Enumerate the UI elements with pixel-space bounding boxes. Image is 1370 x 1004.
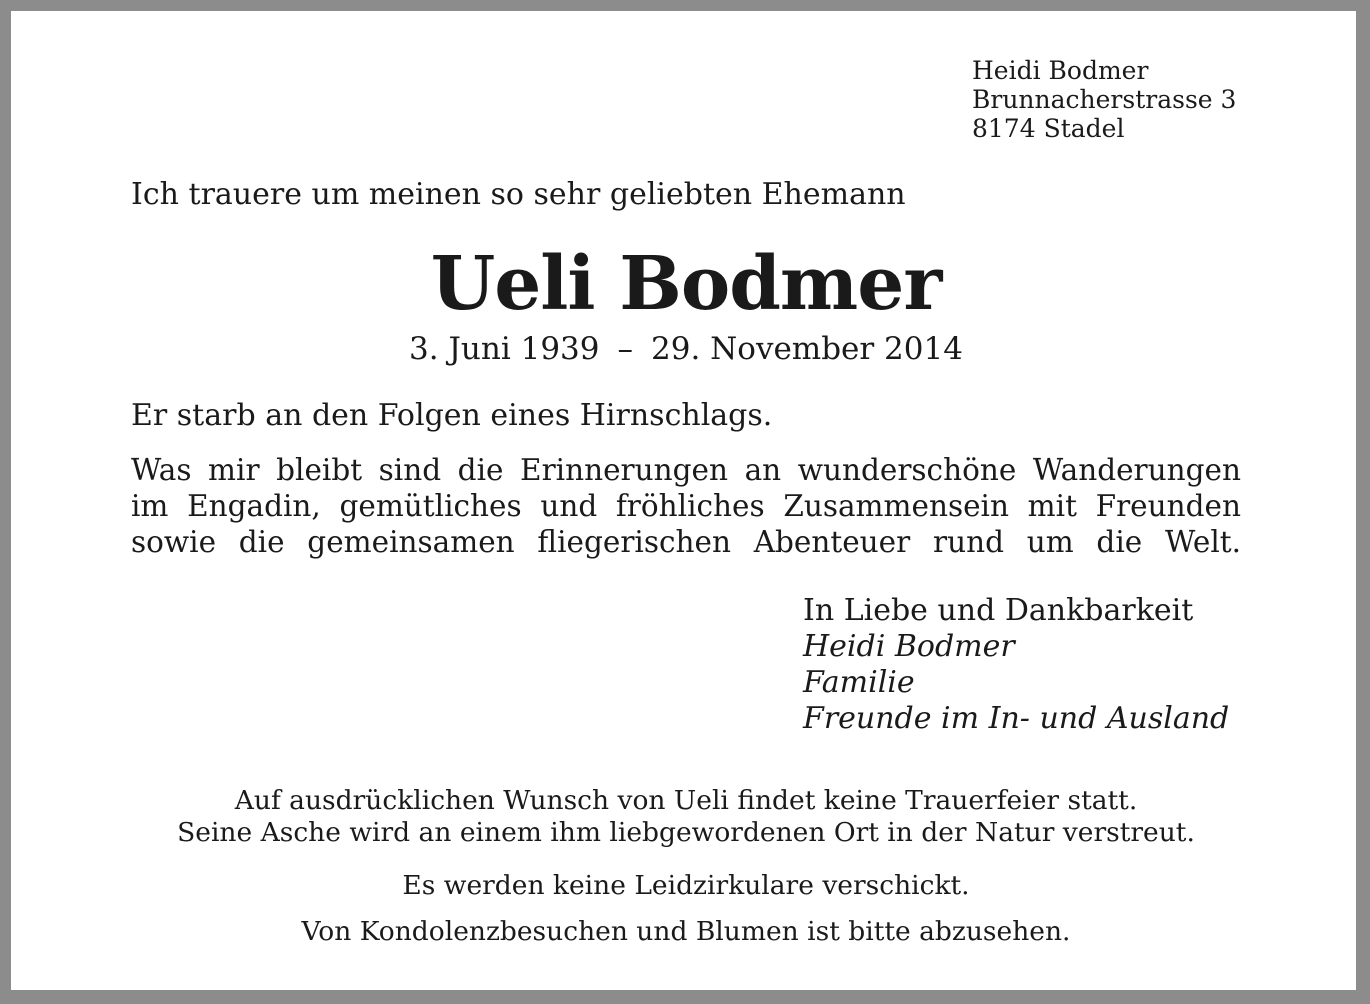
address-city: 8174 Stadel [972, 114, 1125, 143]
closing-phrase: In Liebe und Dankbarkeit [803, 593, 1194, 628]
birth-date: 3. Juni 1939 [409, 331, 600, 367]
sender-address [972, 56, 1236, 143]
funeral-notice-line: Seine Asche wird an einem ihm liebgewordenen Ort in der Natur verstreut. [177, 817, 1195, 848]
mourner-name: Freunde im In- und Ausland [803, 701, 1230, 736]
deceased-name: Ueli Bodmer [430, 241, 942, 327]
signature-block [803, 593, 1229, 737]
obituary-card [11, 11, 1356, 990]
death-date: 29. November 2014 [651, 331, 963, 367]
memory-line: Was mir bleibt sind die Erinnerungen an wunderschöne Wanderungen [131, 453, 1241, 487]
memory-paragraph [131, 452, 1241, 560]
life-dates [11, 329, 1361, 369]
funeral-notice-line: Auf ausdrücklichen Wunsch von Ueli findet keine Trauerfeier statt. [234, 785, 1138, 816]
circulars-notice: Es werden keine Leidzirkulare verschickt. [402, 870, 970, 901]
memory-line: sowie die gemeinsamen fliegerischen Abenteuer rund um die Welt. [131, 525, 1241, 559]
mourner-name: Heidi Bodmer [803, 629, 1015, 664]
funeral-notice [11, 785, 1361, 849]
address-name: Heidi Bodmer [972, 56, 1149, 85]
intro-line: Ich trauere um meinen so sehr geliebten Ehemann [131, 177, 906, 212]
address-street: Brunnacherstrasse 3 [972, 85, 1237, 114]
mourner-name: Familie [803, 665, 915, 700]
date-separator: – [617, 331, 633, 367]
cause-of-death: Er starb an den Folgen eines Hirnschlags. [131, 398, 773, 433]
condolences-notice: Von Kondolenzbesuchen und Blumen ist bitte abzusehen. [301, 916, 1071, 947]
memory-line: im Engadin, gemütliches und fröhliches Zusammensein mit Freunden [131, 489, 1241, 523]
